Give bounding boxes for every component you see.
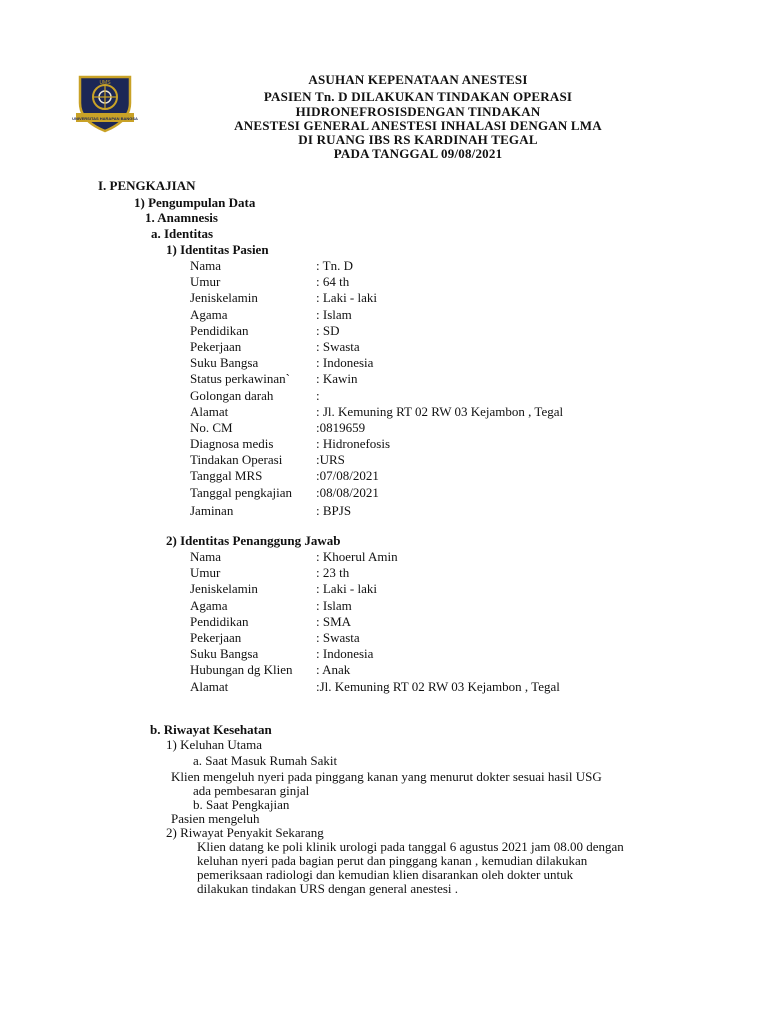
field-value: : Khoerul Amin (316, 549, 398, 564)
title-line-6: PADA TANGGAL 09/08/2021 (333, 146, 503, 161)
keluhan-masuk-line-2: ada pembesaran ginjal (193, 783, 310, 798)
field-label: Agama (190, 306, 228, 322)
field-value: : Islam (316, 306, 352, 322)
field-label: Tanggal pengkajian (190, 484, 292, 500)
guardian-row (0, 549, 768, 565)
rps-line-1: Klien datang ke poli klinik urologi pada tanggal 6 agustus 2021 jam 08.00 dengan (197, 839, 624, 854)
section-identitas: a. Identitas (151, 226, 214, 241)
field-label: No. CM (190, 419, 233, 435)
field-value: : Kawin (316, 371, 358, 387)
patient-row (0, 339, 768, 355)
patient-row (0, 468, 768, 484)
section-saat-masuk: a. Saat Masuk Rumah Sakit (193, 753, 338, 768)
field-label: Jeniskelamin (190, 581, 258, 597)
keluhan-masuk-line-1: Klien mengeluh nyeri pada pinggang kanan yang menurut dokter sesuai hasil USG (171, 769, 602, 784)
field-value: : Indonesia (316, 355, 374, 371)
logo-top-text: UMS (99, 80, 111, 86)
patient-row (0, 485, 768, 501)
patient-row (0, 404, 768, 420)
field-label: Agama (190, 597, 228, 613)
field-value: :0819659 (316, 419, 366, 435)
field-value: : Laki - laki (316, 581, 378, 597)
guardian-row (0, 679, 768, 695)
title-line-3: HIDRONEFROSISDENGAN TINDAKAN (295, 104, 541, 119)
section-riwayat-kesehatan: b. Riwayat Kesehatan (150, 722, 272, 737)
field-label: Suku Bangsa (190, 646, 259, 662)
keluhan-pengkajian: Pasien mengeluh (171, 811, 260, 826)
field-value: :07/08/2021 (316, 468, 379, 484)
field-label: Nama (190, 549, 222, 564)
guardian-row (0, 630, 768, 646)
patient-row (0, 420, 768, 436)
field-label: Hubungan dg Klien (190, 662, 293, 678)
guardian-row (0, 614, 768, 630)
field-value: : SD (316, 322, 340, 338)
field-label: Tanggal MRS (190, 468, 263, 484)
patient-row (0, 436, 768, 452)
section-pengkajian: I. PENGKAJIAN (98, 178, 196, 193)
rps-line-3: pemeriksaan radiologi dan kemudian klien disarankan oleh dokter untuk (197, 867, 574, 882)
field-value: : BPJS (316, 502, 352, 518)
section-pengumpulan-data: 1) Pengumpulan Data (134, 195, 256, 210)
field-label: Status perkawinan` (190, 371, 291, 387)
field-label: Umur (190, 565, 221, 581)
field-value: : Islam (316, 597, 352, 613)
patient-row (0, 274, 768, 290)
field-value: : Swasta (316, 629, 360, 645)
rps-line-2: keluhan nyeri pada bagian perut dan pinggang kanan , kemudian dilakukan (197, 853, 588, 868)
field-label: Diagnosa medis (190, 436, 274, 452)
logo-banner-text: UNIVERSITAS HARAPAN BANGSA (72, 116, 138, 121)
field-value: :URS (316, 452, 345, 468)
patient-row (0, 501, 768, 519)
section-keluhan-utama: 1) Keluhan Utama (166, 737, 263, 752)
field-label: Pendidikan (190, 613, 249, 629)
field-value: : Anak (316, 662, 351, 678)
field-value: :08/08/2021 (316, 484, 379, 500)
section-riwayat-penyakit-sekarang: 2) Riwayat Penyakit Sekarang (166, 825, 324, 840)
field-label: Umur (190, 274, 221, 290)
field-value: : Swasta (316, 338, 360, 354)
field-label: Alamat (190, 678, 229, 694)
patient-row (0, 452, 768, 468)
field-label: Pendidikan (190, 322, 249, 338)
title-line-2: PASIEN Tn. D DILAKUKAN TINDAKAN OPERASI (263, 89, 573, 104)
guardian-row (0, 598, 768, 614)
field-label: Pekerjaan (190, 338, 242, 354)
rps-line-4: dilakukan tindakan URS dengan general anestesi . (197, 881, 459, 896)
guardian-row (0, 565, 768, 581)
guardian-table (0, 549, 768, 695)
section-anamnesis: 1. Anamnesis (145, 210, 218, 225)
field-label: Tindakan Operasi (190, 452, 283, 468)
patient-row (0, 371, 768, 387)
patient-row (0, 355, 768, 371)
field-label: Nama (190, 258, 222, 273)
field-value: : Indonesia (316, 646, 374, 662)
field-value: :Jl. Kemuning RT 02 RW 03 Kejambon , Tegal (316, 678, 560, 694)
field-label: Pekerjaan (190, 629, 242, 645)
field-value: : (316, 387, 320, 403)
field-value: : 23 th (316, 565, 350, 581)
guardian-row (0, 581, 768, 597)
field-value: : Hidronefosis (316, 436, 391, 452)
guardian-row (0, 662, 768, 678)
title-line-1: ASUHAN KEPENATAAN ANESTESI (308, 72, 528, 87)
patient-row (0, 323, 768, 339)
patient-row (0, 290, 768, 306)
field-label: Jaminan (190, 502, 234, 518)
field-value: : Tn. D (316, 258, 353, 273)
patient-row (0, 258, 768, 274)
field-label: Golongan darah (190, 387, 274, 403)
field-label: Jeniskelamin (190, 290, 258, 306)
field-label: Alamat (190, 403, 229, 419)
field-value: : Jl. Kemuning RT 02 RW 03 Kejambon , Tegal (316, 403, 564, 419)
section-identitas-penanggung-jawab: 2) Identitas Penanggung Jawab (166, 533, 341, 548)
field-label: Suku Bangsa (190, 355, 259, 371)
patient-table (0, 258, 768, 519)
guardian-row (0, 646, 768, 662)
patient-row (0, 388, 768, 404)
title-line-4: ANESTESI GENERAL ANESTESI INHALASI DENGAN LMA (234, 118, 602, 133)
section-identitas-pasien: 1) Identitas Pasien (166, 242, 269, 257)
title-line-5: DI RUANG IBS RS KARDINAH TEGAL (298, 132, 538, 147)
patient-row (0, 307, 768, 323)
section-saat-pengkajian: b. Saat Pengkajian (193, 797, 290, 812)
field-value: : Laki - laki (316, 290, 378, 306)
field-value: : 64 th (316, 274, 350, 290)
field-value: : SMA (316, 613, 352, 629)
